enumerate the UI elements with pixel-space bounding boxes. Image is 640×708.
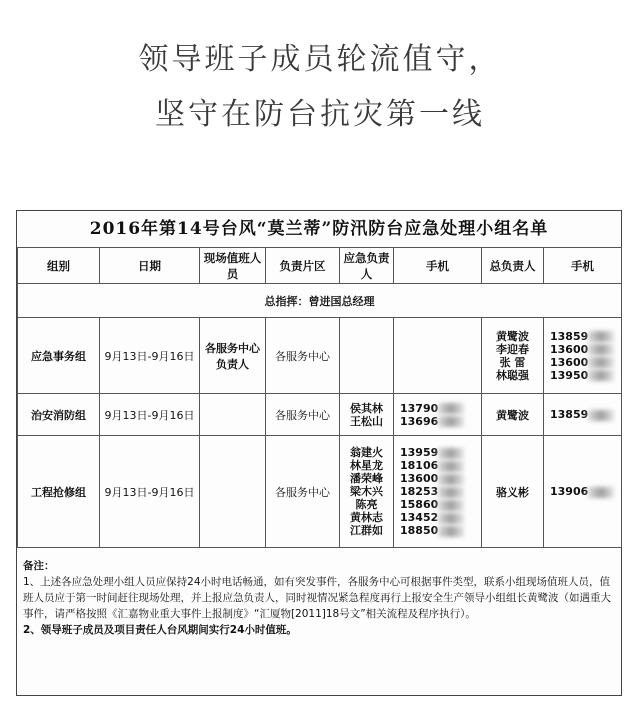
redaction-blur [588, 410, 614, 421]
leader-name: 侯其林 [350, 401, 383, 415]
chief-phone-cell [544, 318, 622, 394]
col-header: 现场值班人员 [200, 248, 266, 284]
chief-name: 林聪强 [496, 368, 529, 382]
leader-name: 梁木兴 [350, 485, 383, 498]
leader-phone-cell [394, 436, 482, 548]
commander-cell: 总指挥：曾进国总经理 [18, 284, 622, 318]
chief-phone-cell [544, 394, 622, 436]
phone-number: 13790 [400, 401, 439, 415]
phone-number: 13600 [400, 472, 439, 485]
roster-table [17, 247, 622, 548]
chief-name: 黄鹭波 [496, 329, 529, 343]
onsite-cell [200, 394, 266, 436]
phone-number: 13600 [550, 342, 589, 356]
headline-line-1: 领导班子成员轮流值守， [138, 42, 502, 77]
header-row [18, 248, 622, 284]
phone-number: 13950 [550, 368, 589, 382]
col-header: 应急负责人 [340, 248, 394, 284]
col-header: 手机 [394, 248, 482, 284]
phone-number: 13696 [400, 414, 439, 428]
phone-number: 13959 [400, 446, 439, 459]
notes-section [17, 556, 621, 694]
area-cell: 各服务中心 [266, 394, 340, 436]
leader-phone-cell [394, 394, 482, 436]
col-header: 组别 [18, 248, 100, 284]
group-cell: 工程抢修组 [18, 436, 100, 548]
table-row [18, 436, 622, 548]
redaction-blur [438, 500, 464, 511]
redaction-blur [588, 370, 614, 381]
leader-cell [340, 436, 394, 548]
redaction-blur [588, 331, 614, 342]
note-1: 1、上述各应急处理小组人员应保持24小时电话畅通，如有突发事件，各服务中心可根据事件类型，联系小组现场值班人员，值班人员应于第一时间赶往现场处理，并上报应急负责人，同时视情况紧急程度再行上报安全生产领导小组组长黄鹭波（如遇重大事件，请严格按照《汇嘉物业重大事件上报制度》“汇厦物[2011]18号文”相关流程及程序执行）。 [23, 576, 611, 620]
phone-number: 13859 [550, 329, 589, 343]
date-cell: 9月13日-9月16日 [100, 394, 200, 436]
onsite-cell: 各服务中心负责人 [200, 318, 266, 394]
headline-line-2: 坚守在防台抗灾第一线 [155, 97, 485, 132]
redaction-blur [438, 474, 464, 485]
phone-number: 13452 [400, 511, 439, 524]
redaction-blur [588, 344, 614, 355]
leader-cell [340, 318, 394, 394]
phone-number: 18106 [400, 459, 439, 472]
duty-roster-sheet [16, 210, 622, 696]
phone-number: 15860 [400, 498, 439, 511]
date-cell: 9月13日-9月16日 [100, 318, 200, 394]
redaction-blur [438, 403, 464, 414]
col-header: 日期 [100, 248, 200, 284]
chief-cell: 黄鹭波 [482, 394, 544, 436]
chief-phone-cell [544, 436, 622, 548]
redaction-blur [438, 513, 464, 524]
leader-name: 陈亮 [355, 498, 378, 511]
redaction-blur [438, 526, 464, 537]
redaction-blur [438, 416, 464, 427]
onsite-cell [200, 436, 266, 548]
table-row [18, 318, 622, 394]
group-cell: 治安消防组 [18, 394, 100, 436]
phone-number: 18850 [400, 524, 439, 537]
redaction-blur [438, 448, 464, 459]
col-header: 负责片区 [266, 248, 340, 284]
date-cell: 9月13日-9月16日 [100, 436, 200, 548]
chief-name: 李迎春 [496, 342, 529, 356]
col-header: 手机 [544, 248, 622, 284]
note-2: 2、领导班子成员及项目责任人台风期间实行24小时值班。 [23, 624, 297, 636]
leader-name: 潘荣峰 [350, 472, 383, 485]
redaction-blur [588, 487, 614, 498]
redaction-blur [438, 461, 464, 472]
area-cell: 各服务中心 [266, 318, 340, 394]
leader-cell [340, 394, 394, 436]
redaction-blur [588, 357, 614, 368]
phone-number: 18253 [400, 485, 439, 498]
commander-row [18, 284, 622, 318]
leader-name: 王松山 [350, 414, 383, 428]
phone-number: 13906 [550, 485, 589, 498]
chief-name: 张 雷 [499, 355, 526, 369]
leader-name: 翁建火 [350, 446, 383, 459]
redaction-blur [438, 487, 464, 498]
leader-phone-cell [394, 318, 482, 394]
area-cell: 各服务中心 [266, 436, 340, 548]
chief-cell [482, 318, 544, 394]
leader-name: 黄林志 [350, 511, 383, 524]
phone-number: 13859 [550, 408, 589, 421]
group-cell: 应急事务组 [18, 318, 100, 394]
roster-title: 2016年第14号台风“莫兰蒂”防汛防台应急处理小组名单 [89, 219, 549, 239]
notes-title: 备注： [23, 560, 55, 572]
leader-name: 江群如 [350, 524, 383, 537]
col-header: 总负责人 [482, 248, 544, 284]
chief-cell: 骆义彬 [482, 436, 544, 548]
table-row [18, 394, 622, 436]
leader-name: 林星龙 [350, 459, 383, 472]
phone-number: 13600 [550, 355, 589, 369]
